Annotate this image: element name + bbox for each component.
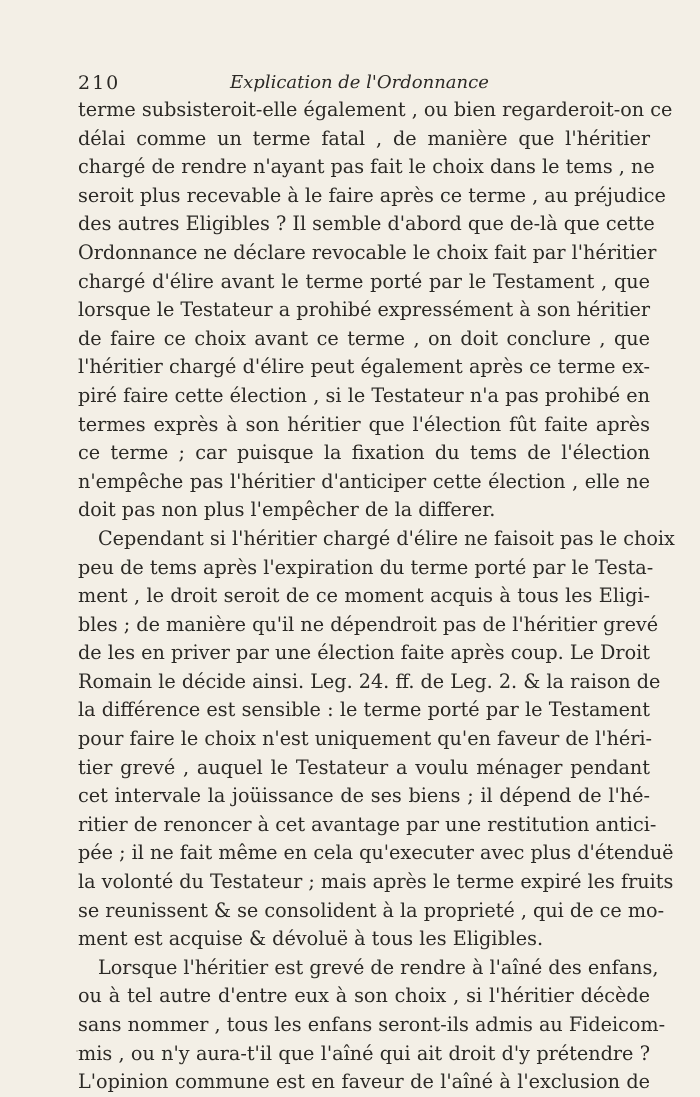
text-line: Cependant si l'héritier chargé d'élire ne faisoit pas le choix	[98, 526, 675, 550]
text-line: ou à tel autre d'entre eux à son choix , si l'héritier décède	[78, 984, 650, 1008]
body-text	[78, 96, 675, 1097]
text-line: Romain le décide ainsi. Leg. 24. ff. de Leg. 2. & la raison de	[78, 669, 661, 693]
text-line: termes exprès à son héritier que l'élection fût faite après	[78, 412, 650, 436]
text-line: mis , ou n'y aura-t'il que l'aîné qui ait droit d'y prétendre ?	[78, 1041, 650, 1065]
text-line: se reunissent & se consolident à la proprieté , qui de ce mo-	[78, 898, 665, 922]
text-line: pée ; il ne fait même en cela qu'executer avec plus d'étenduë	[78, 841, 674, 865]
paragraph	[78, 525, 675, 954]
text-line: doit pas non plus l'empêcher de la differer.	[78, 498, 496, 522]
paper-speck	[76, 1050, 78, 1052]
text-line: ment , le droit seroit de ce moment acquis à tous les Eligi-	[78, 584, 650, 608]
text-line: piré faire cette élection , si le Testateur n'a pas prohibé en	[78, 383, 650, 407]
page-number: 210	[78, 72, 121, 94]
paragraph	[78, 954, 666, 1097]
text-line: Ordonnance ne déclare revocable le choix fait par l'héritier	[78, 240, 657, 264]
text-line: L'opinion commune est en faveur de l'aîné à l'exclusion de	[78, 1070, 650, 1094]
text-line: de faire ce choix avant ce terme , on doit conclure , que	[78, 326, 650, 350]
text-line: lorsque le Testateur a prohibé expressément à son héritier	[78, 298, 651, 322]
text-line: des autres Eligibles ? Il semble d'abord que de-là que cette	[78, 212, 655, 236]
text-line: cet intervale la joüissance de ses biens ; il dépend de l'hé-	[78, 784, 650, 808]
paragraph	[78, 96, 673, 525]
text-line: sans nommer , tous les enfans seront-ils admis au Fideicom-	[78, 1013, 666, 1036]
text-line: terme subsisteroit-elle également , ou bien regarderoit-on ce	[78, 98, 673, 121]
text-line: de les en priver par une élection faite après coup. Le Droit	[78, 641, 650, 665]
running-title: Explication de l'Ordonnance	[230, 72, 489, 93]
text-line: peu de tems après l'expiration du terme porté par le Testa-	[78, 555, 654, 579]
text-line: seroit plus recevable à le faire après ce terme , au préjudice	[78, 183, 666, 207]
text-line: Lorsque l'héritier est grevé de rendre à l'aîné des enfans,	[98, 955, 659, 979]
text-line: ment est acquise & dévoluë à tous les Eligibles.	[78, 927, 544, 951]
text-line: pour faire le choix n'est uniquement qu'en faveur de l'héri-	[78, 727, 653, 751]
text-line: ce terme ; car puisque la fixation du tems de l'élection	[78, 441, 650, 465]
text-line: ritier de renoncer à cet avantage par une restitution antici-	[78, 812, 657, 836]
text-line: chargé d'élire avant le terme porté par le Testament , que	[78, 269, 650, 293]
text-line: n'empêche pas l'héritier d'anticiper cette élection , elle ne	[78, 469, 650, 493]
text-line: chargé de rendre n'ayant pas fait le choix dans le tems , ne	[78, 155, 655, 179]
text-line: délai comme un terme fatal , de manière que l'héritier	[78, 126, 650, 150]
text-line: tier grevé , auquel le Testateur a voulu ménager pendant	[78, 755, 650, 779]
text-line: bles ; de manière qu'il ne dépendroit pas de l'héritier grevé	[78, 612, 659, 636]
text-line: l'héritier chargé d'élire peut également après ce terme ex-	[78, 355, 650, 379]
text-line: la différence est sensible : le terme porté par le Testament	[78, 698, 650, 722]
text-line: la volonté du Testateur ; mais après le terme expiré les fruits	[78, 870, 674, 894]
